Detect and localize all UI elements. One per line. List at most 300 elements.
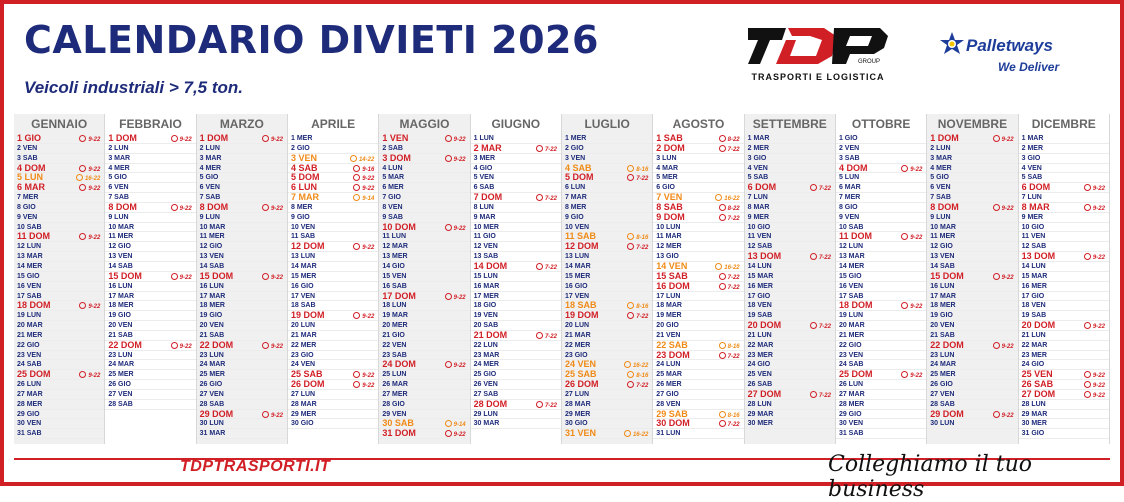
day-label: 10 GIO <box>1021 223 1045 231</box>
footer-website-link[interactable]: TDPTRASPORTI.IT <box>180 458 331 475</box>
day-label: 28 DOM <box>473 398 508 409</box>
calendar-day <box>745 154 835 164</box>
day-label: 8 SAB <box>656 201 683 212</box>
day-label: 23 VEN <box>17 351 42 359</box>
day-label: 23 SAB <box>382 351 407 359</box>
calendar-day <box>745 223 835 233</box>
calendar-day <box>653 301 743 311</box>
no-truck-icon <box>624 430 631 437</box>
calendar-day <box>1019 301 1109 311</box>
tdp-logo-caption: TRASPORTI E LOGISTICA <box>751 72 885 82</box>
no-truck-icon <box>1084 204 1091 211</box>
no-truck-icon <box>171 273 178 280</box>
day-label: 6 VEN <box>199 184 220 192</box>
day-label: 14 LUN <box>747 262 772 270</box>
day-label: 23 GIO <box>290 351 314 359</box>
day-label: 22 MAR <box>1021 341 1048 349</box>
calendar-day <box>836 272 926 282</box>
day-label: 16 SAB <box>382 282 407 290</box>
calendar-day <box>288 282 378 292</box>
day-label: 19 GIO <box>108 312 131 320</box>
ban-hours: 9-22 <box>270 137 283 143</box>
calendar-day <box>14 400 104 410</box>
calendar-day <box>105 173 195 183</box>
calendar-day <box>288 203 378 213</box>
no-truck-icon <box>445 155 452 162</box>
day-label: 5 GIO <box>199 174 219 182</box>
ban-hours: 8-22 <box>727 137 740 143</box>
calendar-day <box>836 144 926 154</box>
no-truck-icon <box>536 401 543 408</box>
day-label: 27 VEN <box>930 390 955 398</box>
calendar-day <box>379 360 469 370</box>
day-label: 11 VEN <box>747 233 772 241</box>
day-label: 31 VEN <box>564 428 596 439</box>
calendar-day <box>288 193 378 203</box>
day-label: 14 DOM <box>473 260 508 271</box>
day-label: 18 LUN <box>382 302 407 310</box>
ban-hours: 8-16 <box>636 304 649 311</box>
calendar-day <box>562 262 652 272</box>
calendar-day <box>14 183 104 193</box>
day-label: 10 GIO <box>747 223 771 231</box>
day-label: 10 VEN <box>564 223 590 231</box>
no-truck-icon <box>719 145 726 152</box>
ban-hours: 9-22 <box>270 412 283 419</box>
day-label: 13 MAR <box>17 253 43 261</box>
day-label: 23 DOM <box>656 349 690 360</box>
day-label: 13 MER <box>382 253 408 261</box>
no-truck-icon <box>79 184 86 191</box>
day-label: 16 LUN <box>199 282 224 290</box>
day-label: 3 DOM <box>382 152 411 163</box>
month-name: GIUGNO <box>491 117 541 131</box>
calendar-day <box>927 321 1017 331</box>
ban-hours: 9-22 <box>1092 392 1105 399</box>
day-label: 15 GIO <box>838 272 862 280</box>
calendar-day <box>653 164 743 174</box>
day-label: 23 LUN <box>108 351 133 359</box>
month-column <box>562 114 653 444</box>
calendar-day <box>1019 154 1109 164</box>
calendar-day <box>927 144 1017 154</box>
day-label: 5 MAR <box>382 174 405 182</box>
no-truck-icon <box>627 302 634 309</box>
day-label: 29 LUN <box>473 410 498 418</box>
day-label: 3 SAB <box>838 154 860 162</box>
day-label: 8 DOM <box>108 201 137 212</box>
day-label: 5 LUN <box>838 174 860 182</box>
calendar-day <box>379 341 469 351</box>
day-label: 15 DOM <box>930 270 964 281</box>
ban-hours: 7-22 <box>544 146 557 153</box>
day-label: 21 DOM <box>473 329 508 340</box>
calendar-day <box>197 351 287 361</box>
day-label: 18 SAB <box>290 302 316 310</box>
calendar-day <box>379 252 469 262</box>
ban-hours: 9-22 <box>910 235 923 242</box>
day-label: 8 MAR <box>1021 201 1050 212</box>
calendar-day <box>653 282 743 292</box>
day-label: 14 SAB <box>199 262 225 270</box>
month-column <box>105 114 196 444</box>
calendar-day <box>288 242 378 252</box>
calendar-day <box>745 282 835 292</box>
day-label: 31 LUN <box>656 430 681 438</box>
day-label: 11 MAR <box>656 233 682 241</box>
calendar-day <box>653 242 743 252</box>
day-label: 25 GIO <box>473 371 497 379</box>
calendar-day <box>197 272 287 282</box>
calendar-day <box>14 419 104 429</box>
no-truck-icon <box>715 263 722 270</box>
ban-hours: 9-22 <box>1092 324 1105 331</box>
calendar-day <box>927 272 1017 282</box>
calendar-day <box>562 400 652 410</box>
calendar-day <box>197 173 287 183</box>
day-label: 11 GIO <box>473 233 496 241</box>
calendar-day <box>562 252 652 262</box>
calendar-day <box>197 370 287 380</box>
calendar-day <box>927 203 1017 213</box>
day-label: 4 SAB <box>564 162 592 173</box>
day-label: 20 LUN <box>290 322 316 330</box>
calendar-day <box>745 400 835 410</box>
no-truck-icon <box>353 194 360 201</box>
day-label: 5 GIO <box>108 174 128 182</box>
day-label: 30 MAR <box>473 420 500 428</box>
calendar-day <box>197 252 287 262</box>
ban-hours: 9-22 <box>453 294 466 301</box>
calendar-day <box>927 173 1017 183</box>
day-label: 29 MAR <box>1021 410 1048 418</box>
day-label: 11 MER <box>930 233 956 241</box>
month-column <box>836 114 927 444</box>
day-label: 9 GIO <box>290 213 310 221</box>
calendar-day <box>197 232 287 242</box>
no-truck-icon <box>1084 253 1091 260</box>
no-truck-icon <box>719 411 726 418</box>
day-label: 12 GIO <box>108 243 131 251</box>
calendar-day <box>927 311 1017 321</box>
calendar-day <box>562 272 652 282</box>
calendar-day <box>14 282 104 292</box>
calendar-day <box>653 154 743 164</box>
day-label: 1 DOM <box>930 133 959 143</box>
calendar-day <box>927 134 1017 144</box>
day-label: 26 LUN <box>838 381 864 389</box>
day-label: 6 SAB <box>473 184 495 192</box>
no-truck-icon <box>627 174 634 181</box>
calendar-day <box>288 252 378 262</box>
calendar-day <box>197 360 287 370</box>
calendar-day <box>745 321 835 331</box>
calendar-day <box>105 232 195 242</box>
calendar-day <box>14 242 104 252</box>
calendar-day <box>379 272 469 282</box>
palletways-logo <box>938 28 1088 84</box>
ban-hours: 8-16 <box>636 373 649 380</box>
calendar-day <box>379 331 469 341</box>
day-label: 17 LUN <box>656 292 681 300</box>
calendar-day <box>105 360 195 370</box>
calendar-day <box>653 292 743 302</box>
calendar-day <box>379 390 469 400</box>
day-label: 22 GIO <box>838 341 862 349</box>
day-label: 26 GIO <box>930 381 953 389</box>
calendar-day <box>1019 331 1109 341</box>
calendar-day <box>745 419 835 429</box>
no-truck-icon <box>901 302 908 309</box>
calendar-day <box>836 331 926 341</box>
ban-hours: 7-22 <box>818 392 831 399</box>
day-label: 14 LUN <box>1021 262 1046 270</box>
calendar-day <box>562 144 652 154</box>
ban-hours: 9-22 <box>362 314 375 321</box>
no-truck-icon <box>810 253 817 260</box>
day-label: 26 SAB <box>1021 379 1054 390</box>
ban-hours: 9-22 <box>88 304 101 311</box>
calendar-day <box>562 213 652 223</box>
calendar-day <box>288 410 378 420</box>
ban-hours: 9-22 <box>1001 205 1014 212</box>
calendar-day <box>379 400 469 410</box>
calendar-day <box>471 223 561 233</box>
calendar-day <box>653 311 743 321</box>
calendar-day <box>105 292 195 302</box>
calendar-day <box>288 400 378 410</box>
day-label: 29 SAB <box>656 408 688 419</box>
day-label: 6 VEN <box>108 184 129 192</box>
day-label: 22 DOM <box>108 339 142 350</box>
no-truck-icon <box>353 243 360 250</box>
day-label: 18 MER <box>199 302 225 310</box>
day-label: 2 SAB <box>382 144 403 152</box>
no-truck-icon <box>810 184 817 191</box>
ban-hours: 9-22 <box>910 304 923 311</box>
ban-hours: 9-22 <box>88 373 101 380</box>
no-truck-icon <box>901 371 908 378</box>
no-truck-icon <box>719 283 726 290</box>
day-label: 16 MER <box>747 282 773 290</box>
day-label: 7 DOM <box>473 192 503 203</box>
page-title: CALENDARIO DIVIETI 2026 <box>24 18 599 62</box>
day-label: 2 GIO <box>290 144 310 152</box>
calendar-day <box>562 390 652 400</box>
calendar-day <box>197 390 287 400</box>
day-label: 5 DOM <box>564 172 594 183</box>
day-label: 8 GIO <box>17 203 36 211</box>
calendar-day <box>197 282 287 292</box>
calendar-day <box>471 203 561 213</box>
day-label: 29 DOM <box>199 408 234 419</box>
calendar-day <box>379 429 469 439</box>
day-label: 7 VEN <box>656 192 683 203</box>
calendar-day <box>745 331 835 341</box>
day-label: 1 MER <box>290 135 313 142</box>
day-label: 28 SAB <box>108 400 133 408</box>
footer-slogan: Colleghiamo il tuo business <box>828 452 1032 502</box>
ban-hours: 7-22 <box>818 255 831 262</box>
palletways-tagline: We Deliver <box>998 60 1060 74</box>
day-label: 18 MAR <box>656 302 682 310</box>
day-label: 21 VEN <box>656 331 681 339</box>
no-truck-icon <box>719 420 726 427</box>
day-label: 5 MER <box>656 174 678 182</box>
day-label: 25 SAB <box>290 369 323 380</box>
ban-hours: 9-22 <box>910 166 923 173</box>
day-label: 21 MAR <box>290 331 317 339</box>
day-label: 12 DOM <box>290 241 325 252</box>
ban-hours: 9-22 <box>362 245 375 252</box>
ban-hours: 9-22 <box>362 383 375 390</box>
day-label: 19 LUN <box>17 312 42 320</box>
ban-hours: 9-14 <box>453 422 466 429</box>
day-label: 27 DOM <box>1021 388 1056 399</box>
calendar-day <box>1019 203 1109 213</box>
calendar-day <box>197 223 287 233</box>
no-truck-icon <box>715 194 722 201</box>
day-label: 30 DOM <box>656 418 690 429</box>
calendar-day <box>745 144 835 154</box>
no-truck-icon <box>1084 322 1091 329</box>
day-label: 11 LUN <box>382 233 407 241</box>
day-label: 12 LUN <box>17 243 42 251</box>
calendar-day <box>1019 321 1109 331</box>
ban-hours: 7-22 <box>636 383 649 390</box>
day-label: 25 MER <box>199 371 225 379</box>
calendar-day <box>927 301 1017 311</box>
day-label: 6 LUN <box>564 184 586 192</box>
calendar-day <box>562 203 652 213</box>
month-name: OTTOBRE <box>851 117 911 131</box>
no-truck-icon <box>719 273 726 280</box>
day-label: 26 GIO <box>108 381 131 389</box>
tdp-logo-mark <box>748 22 888 66</box>
no-truck-icon <box>79 135 86 142</box>
calendar-day <box>745 193 835 203</box>
calendar-day <box>105 400 195 410</box>
day-label: 10 MAR <box>199 223 226 231</box>
ban-hours: 7-22 <box>727 274 740 281</box>
ban-hours: 9-22 <box>179 343 192 350</box>
page-subtitle: Veicoli industriali > 7,5 ton. <box>24 78 244 97</box>
ban-hours: 9-22 <box>453 432 466 439</box>
calendar-day <box>379 311 469 321</box>
calendar-day <box>745 272 835 282</box>
day-label: 24 MAR <box>930 361 956 369</box>
calendar-day <box>927 292 1017 302</box>
day-label: 4 MER <box>930 164 952 172</box>
ban-hours: 9-22 <box>1001 343 1014 350</box>
calendar-day <box>1019 351 1109 361</box>
calendar-day <box>836 311 926 321</box>
day-label: 6 GIO <box>656 184 675 192</box>
day-label: 30 VEN <box>838 420 864 428</box>
calendar-day <box>927 183 1017 193</box>
calendar-day <box>653 390 743 400</box>
no-truck-icon <box>719 204 726 211</box>
day-label: 26 VEN <box>473 381 498 389</box>
calendar-day <box>836 213 926 223</box>
day-label: 16 VEN <box>17 282 42 290</box>
day-label: 8 MER <box>290 203 313 211</box>
day-label: 26 LUN <box>17 381 42 389</box>
no-truck-icon <box>353 371 360 378</box>
day-label: 15 DOM <box>108 270 142 281</box>
calendar-day <box>197 321 287 331</box>
calendar-day <box>105 154 195 164</box>
day-label: 16 VEN <box>838 282 864 290</box>
calendar-day <box>745 370 835 380</box>
calendar-day <box>197 301 287 311</box>
day-label: 31 SAB <box>17 430 42 438</box>
ban-hours: 9-22 <box>1001 274 1014 281</box>
day-label: 24 MAR <box>108 361 135 369</box>
no-truck-icon <box>262 342 269 349</box>
calendar-day <box>105 282 195 292</box>
month-name: SETTEMBRE <box>752 117 827 131</box>
day-label: 11 DOM <box>17 231 51 242</box>
day-label: 24 SAB <box>838 361 864 369</box>
no-truck-icon <box>353 184 360 191</box>
calendar-day <box>471 410 561 420</box>
calendar-day <box>14 429 104 439</box>
day-label: 21 LUN <box>1021 331 1046 339</box>
day-label: 17 DOM <box>382 290 416 301</box>
day-label: 5 VEN <box>473 174 494 182</box>
month-name: AGOSTO <box>672 117 725 131</box>
day-label: 27 MAR <box>17 390 43 398</box>
calendar-day <box>1019 144 1109 154</box>
calendar-day <box>471 370 561 380</box>
no-truck-icon <box>171 342 178 349</box>
calendar-day <box>379 370 469 380</box>
no-truck-icon <box>79 302 86 309</box>
day-label: 13 MAR <box>838 253 865 261</box>
no-truck-icon <box>262 204 269 211</box>
calendar-day <box>105 164 195 174</box>
calendar-day <box>1019 262 1109 272</box>
day-label: 12 MAR <box>382 243 408 251</box>
calendar-day <box>379 292 469 302</box>
calendar-day <box>836 341 926 351</box>
calendar-day <box>927 213 1017 223</box>
month-column <box>379 114 470 444</box>
calendar-day <box>288 331 378 341</box>
day-label: 12 SAB <box>1021 243 1047 251</box>
day-label: 28 LUN <box>1021 400 1046 408</box>
calendar-day <box>927 252 1017 262</box>
ban-hours: 9-22 <box>453 225 466 232</box>
day-label: 9 GIO <box>564 213 584 221</box>
calendar-day <box>745 341 835 351</box>
calendar-day <box>105 370 195 380</box>
calendar-day <box>927 164 1017 174</box>
day-label: 12 GIO <box>199 243 223 251</box>
truck-ban-badge <box>624 430 648 441</box>
calendar-day <box>653 232 743 242</box>
day-label: 24 GIO <box>1021 361 1045 369</box>
day-label: 1 LUN <box>473 135 494 142</box>
day-label: 13 LUN <box>564 253 590 261</box>
month-name: DICEMBRE <box>1031 117 1096 131</box>
day-label: 27 GIO <box>656 390 679 398</box>
day-label: 19 LUN <box>838 312 864 320</box>
day-label: 25 LUN <box>382 371 407 379</box>
day-label: 3 GIO <box>1021 154 1041 162</box>
day-label: 7 MAR <box>564 194 587 202</box>
